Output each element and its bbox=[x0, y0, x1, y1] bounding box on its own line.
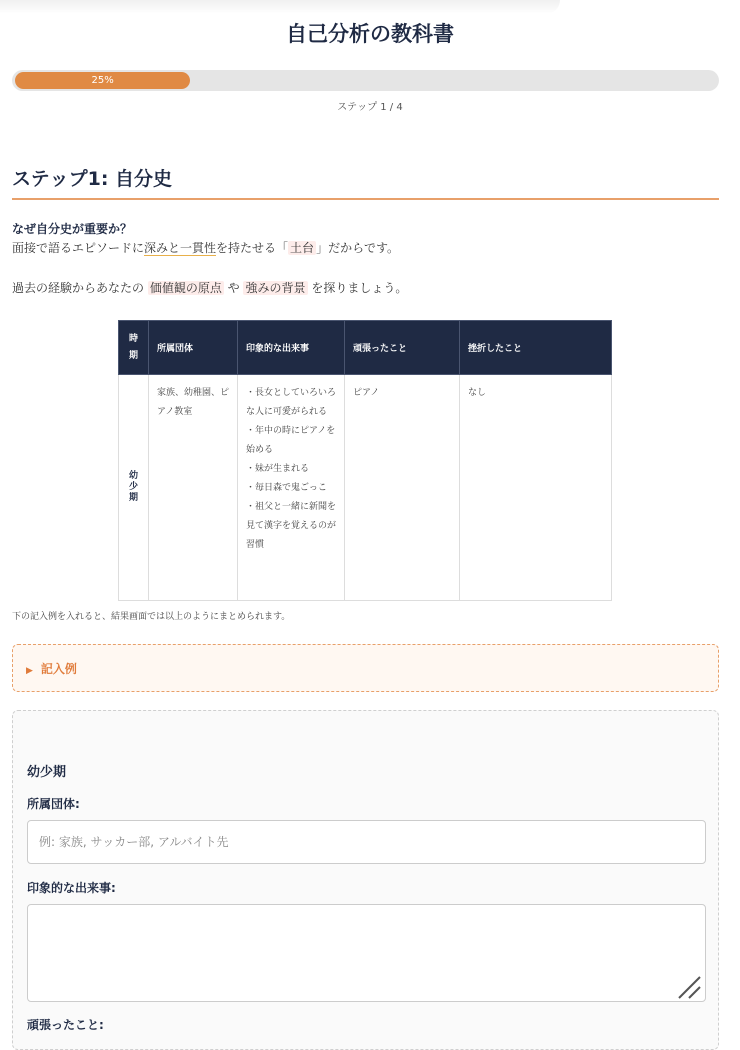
past-text-pre: 過去の経験からあなたの bbox=[12, 281, 148, 295]
past-highlight-values: 価値観の原点 bbox=[149, 281, 222, 295]
progress-fill: 25% bbox=[15, 72, 190, 89]
list-item: ・妹が生まれる bbox=[246, 464, 310, 474]
past-highlight-strengths: 強みの背景 bbox=[245, 281, 306, 295]
example-details[interactable] bbox=[12, 644, 719, 692]
cell-org: 家族、幼稚園、ピアノ教室 bbox=[149, 375, 238, 601]
cell-period bbox=[119, 375, 149, 601]
cell-setback: なし bbox=[460, 375, 612, 601]
header-events: 印象的な出来事 bbox=[238, 321, 345, 375]
cell-period-text: 幼 少 期 bbox=[128, 471, 138, 503]
header-period bbox=[119, 321, 149, 375]
example-toggle[interactable] bbox=[26, 660, 77, 677]
header-setback: 挫折したこと bbox=[460, 321, 612, 375]
why-description bbox=[12, 239, 399, 256]
why-text-pre: 面接で語るエピソードに bbox=[12, 241, 145, 255]
step-indicator: ステップ 1 / 4 bbox=[337, 102, 403, 113]
table-row bbox=[119, 375, 612, 601]
history-table bbox=[118, 320, 612, 601]
past-text-post: を探りましょう。 bbox=[307, 281, 408, 295]
top-shadow bbox=[0, 0, 560, 14]
why-emphasis: 深みと一貫性 bbox=[144, 241, 217, 255]
events-list bbox=[246, 384, 336, 555]
events-textarea[interactable] bbox=[27, 904, 706, 1002]
form-period-title: 幼少期 bbox=[27, 765, 67, 780]
why-highlight: 土台 bbox=[290, 241, 315, 255]
heading-divider bbox=[12, 198, 719, 200]
list-item: ・祖父と一緒に新聞を見て漢字を覚えるのが習慣 bbox=[246, 502, 337, 550]
list-item: ・毎日森で鬼ごっこ bbox=[246, 483, 327, 493]
result-note: 下の記入例を入れると、結果画面では以上のようにまとめられます。 bbox=[12, 612, 291, 622]
cell-events bbox=[238, 375, 345, 601]
past-text-mid: や bbox=[223, 281, 244, 295]
triangle-right-icon: ▶ bbox=[26, 666, 33, 676]
list-item: ・長女としていろいろな人に可愛がられる bbox=[246, 388, 337, 417]
org-label: 所属団体: bbox=[27, 797, 80, 811]
why-text-post: 」だからです。 bbox=[316, 241, 399, 255]
why-title: なぜ自分史が重要か？ bbox=[12, 222, 133, 236]
table-header-row bbox=[119, 321, 612, 375]
why-text-mid: を持たせる「 bbox=[216, 241, 289, 255]
org-input[interactable] bbox=[27, 820, 706, 864]
input-form bbox=[12, 710, 719, 1050]
header-period-text: 時 期 bbox=[128, 333, 138, 361]
app-title: 自己分析の教科書 bbox=[286, 22, 454, 46]
past-description bbox=[12, 279, 407, 296]
header-effort: 頑張ったこと bbox=[345, 321, 460, 375]
step-heading: ステップ1: 自分史 bbox=[12, 168, 173, 190]
cell-effort: ピアノ bbox=[345, 375, 460, 601]
events-label: 印象的な出来事: bbox=[27, 881, 116, 895]
list-item: ・年中の時にピアノを始める bbox=[246, 426, 336, 455]
example-label: 記入例 bbox=[40, 662, 77, 676]
progress-bar bbox=[12, 70, 719, 91]
header-org: 所属団体 bbox=[149, 321, 238, 375]
effort-label: 頑張ったこと: bbox=[27, 1018, 104, 1032]
resize-grip-icon[interactable] bbox=[676, 974, 702, 1000]
